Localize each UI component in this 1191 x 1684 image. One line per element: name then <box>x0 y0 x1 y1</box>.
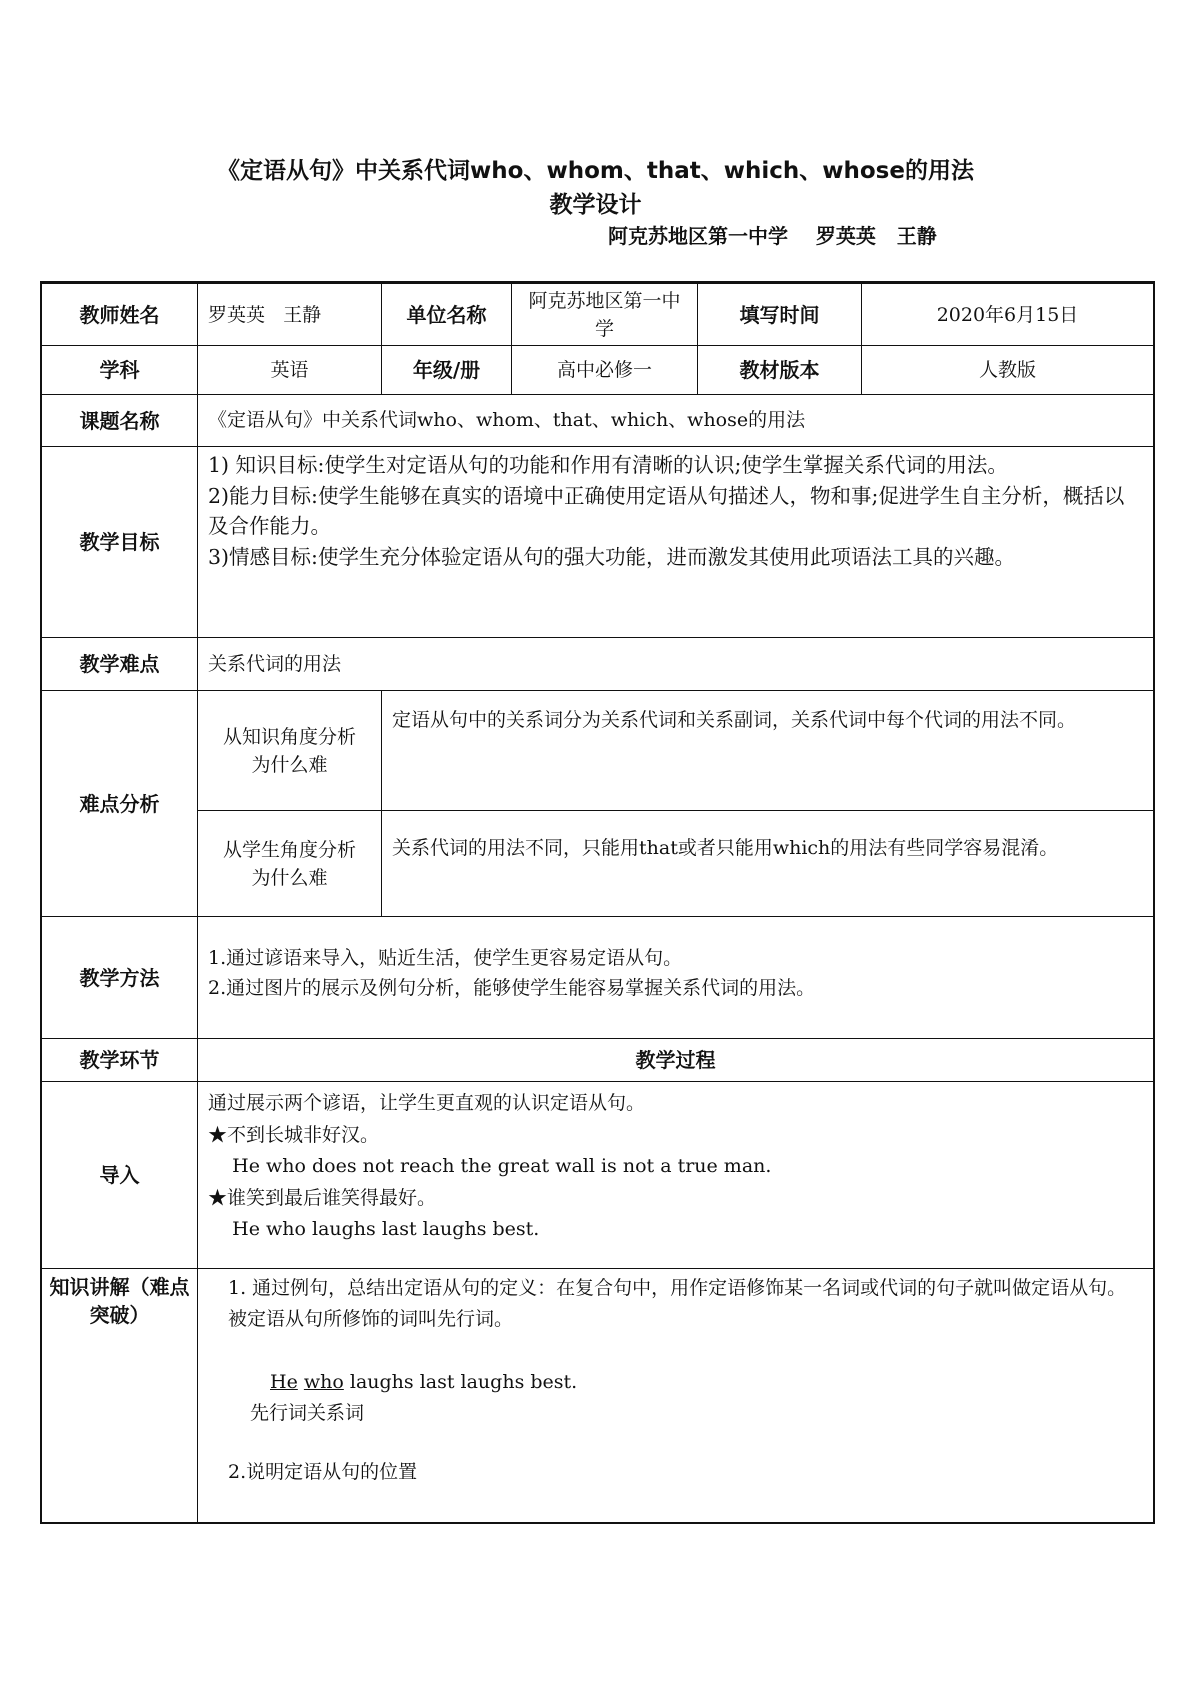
grade-value: 高中必修一 <box>556 359 652 381</box>
teacher-value: 罗英英 王静 <box>208 303 322 326</box>
example-sentence: He who laughs last laughs best. <box>270 1371 578 1393</box>
author-line: 阿克苏地区第一中学 罗英英 王静 <box>608 224 937 248</box>
stage-label: 教学环节 <box>79 1048 160 1072</box>
unit-label: 单位名称 <box>406 302 487 327</box>
intro-line: 通过展示两个谚语，让学生更直观的认识定语从句。 <box>208 1092 646 1114</box>
intro-line: He who does not reach the great wall is not a true man. <box>208 1155 772 1177</box>
intro-label: 导入 <box>99 1163 140 1187</box>
example-note: 先行词关系词 <box>250 1402 365 1424</box>
analysis-knowledge-label: 从知识角度分析为什么难 <box>222 725 356 776</box>
subject-label: 学科 <box>99 358 140 382</box>
analysis-label: 难点分析 <box>79 791 160 816</box>
difficulty-value: 关系代词的用法 <box>208 652 342 675</box>
analysis-student-label: 从学生角度分析为什么难 <box>222 838 356 889</box>
intro-line: ★不到长城非好汉。 <box>208 1123 380 1146</box>
method-item: 2.通过图片的展示及例句分析，能够使学生能容易掌握关系代词的用法。 <box>208 977 816 999</box>
intro-content <box>198 1082 1153 1268</box>
relative-word: who <box>303 1371 344 1393</box>
intro-line: He who laughs last laughs best. <box>208 1218 540 1240</box>
method-label: 教学方法 <box>79 965 160 990</box>
grade-label: 年级/册 <box>412 358 481 382</box>
knowledge-label: 知识讲解（难点突破） <box>49 1275 190 1327</box>
date-label: 填写时间 <box>739 302 820 327</box>
intro-line: ★谁笑到最后谁笑得最好。 <box>208 1186 437 1209</box>
subject-value: 英语 <box>270 359 309 381</box>
goals-label: 教学目标 <box>79 530 160 554</box>
method-item: 1.通过谚语来导入，贴近生活，使学生更容易定语从句。 <box>208 947 683 969</box>
document-subtitle: 教学设计 <box>549 192 642 218</box>
unit-value: 阿克苏地区第一中学 <box>528 289 681 340</box>
edition-label: 教材版本 <box>739 358 820 382</box>
goals-list <box>198 447 1153 637</box>
knowledge-definition: 1. 通过例句，总结出定语从句的定义：在复合句中，用作定语修饰某一名词或代词的句子就叫做定语从句。被定语从句所修饰的词叫先行词。 <box>228 1277 1127 1330</box>
difficulty-label: 教学难点 <box>79 652 160 676</box>
date-value: 2020年6月15日 <box>936 303 1079 326</box>
topic-label: 课题名称 <box>79 408 160 433</box>
goal-item: 3)情感目标:使学生充分体验定语从句的强大功能，进而激发其使用此项语法工具的兴趣。 <box>208 544 1015 569</box>
topic-value: 《定语从句》中关系代词who、whom、that、which、whose的用法 <box>208 409 806 431</box>
teacher-label: 教师姓名 <box>79 302 160 327</box>
position-line: 2.说明定语从句的位置 <box>228 1461 418 1483</box>
document-title: 《定语从句》中关系代词who、whom、that、which、whose的用法 <box>217 158 974 184</box>
edition-value: 人教版 <box>978 359 1036 381</box>
analysis-knowledge-value: 定语从句中的关系词分为关系代词和关系副词，关系代词中每个代词的用法不同。 <box>392 709 1077 731</box>
goal-item: 1) 知识目标:使学生对定语从句的功能和作用有清晰的认识;使学生掌握关系代词的用法。 <box>208 453 1008 477</box>
goal-item: 2)能力目标:使学生能够在真实的语境中正确使用定语从句描述人，物和事;促进学生自主分析，概括以及合作能力。 <box>208 483 1125 538</box>
analysis-student-value: 关系代词的用法不同，只能用that或者只能用which的用法有些同学容易混淆。 <box>392 837 1059 859</box>
process-label: 教学过程 <box>635 1048 716 1072</box>
methods-list <box>198 917 1153 1038</box>
knowledge-content <box>198 1269 1153 1522</box>
antecedent-word: He <box>270 1371 298 1393</box>
